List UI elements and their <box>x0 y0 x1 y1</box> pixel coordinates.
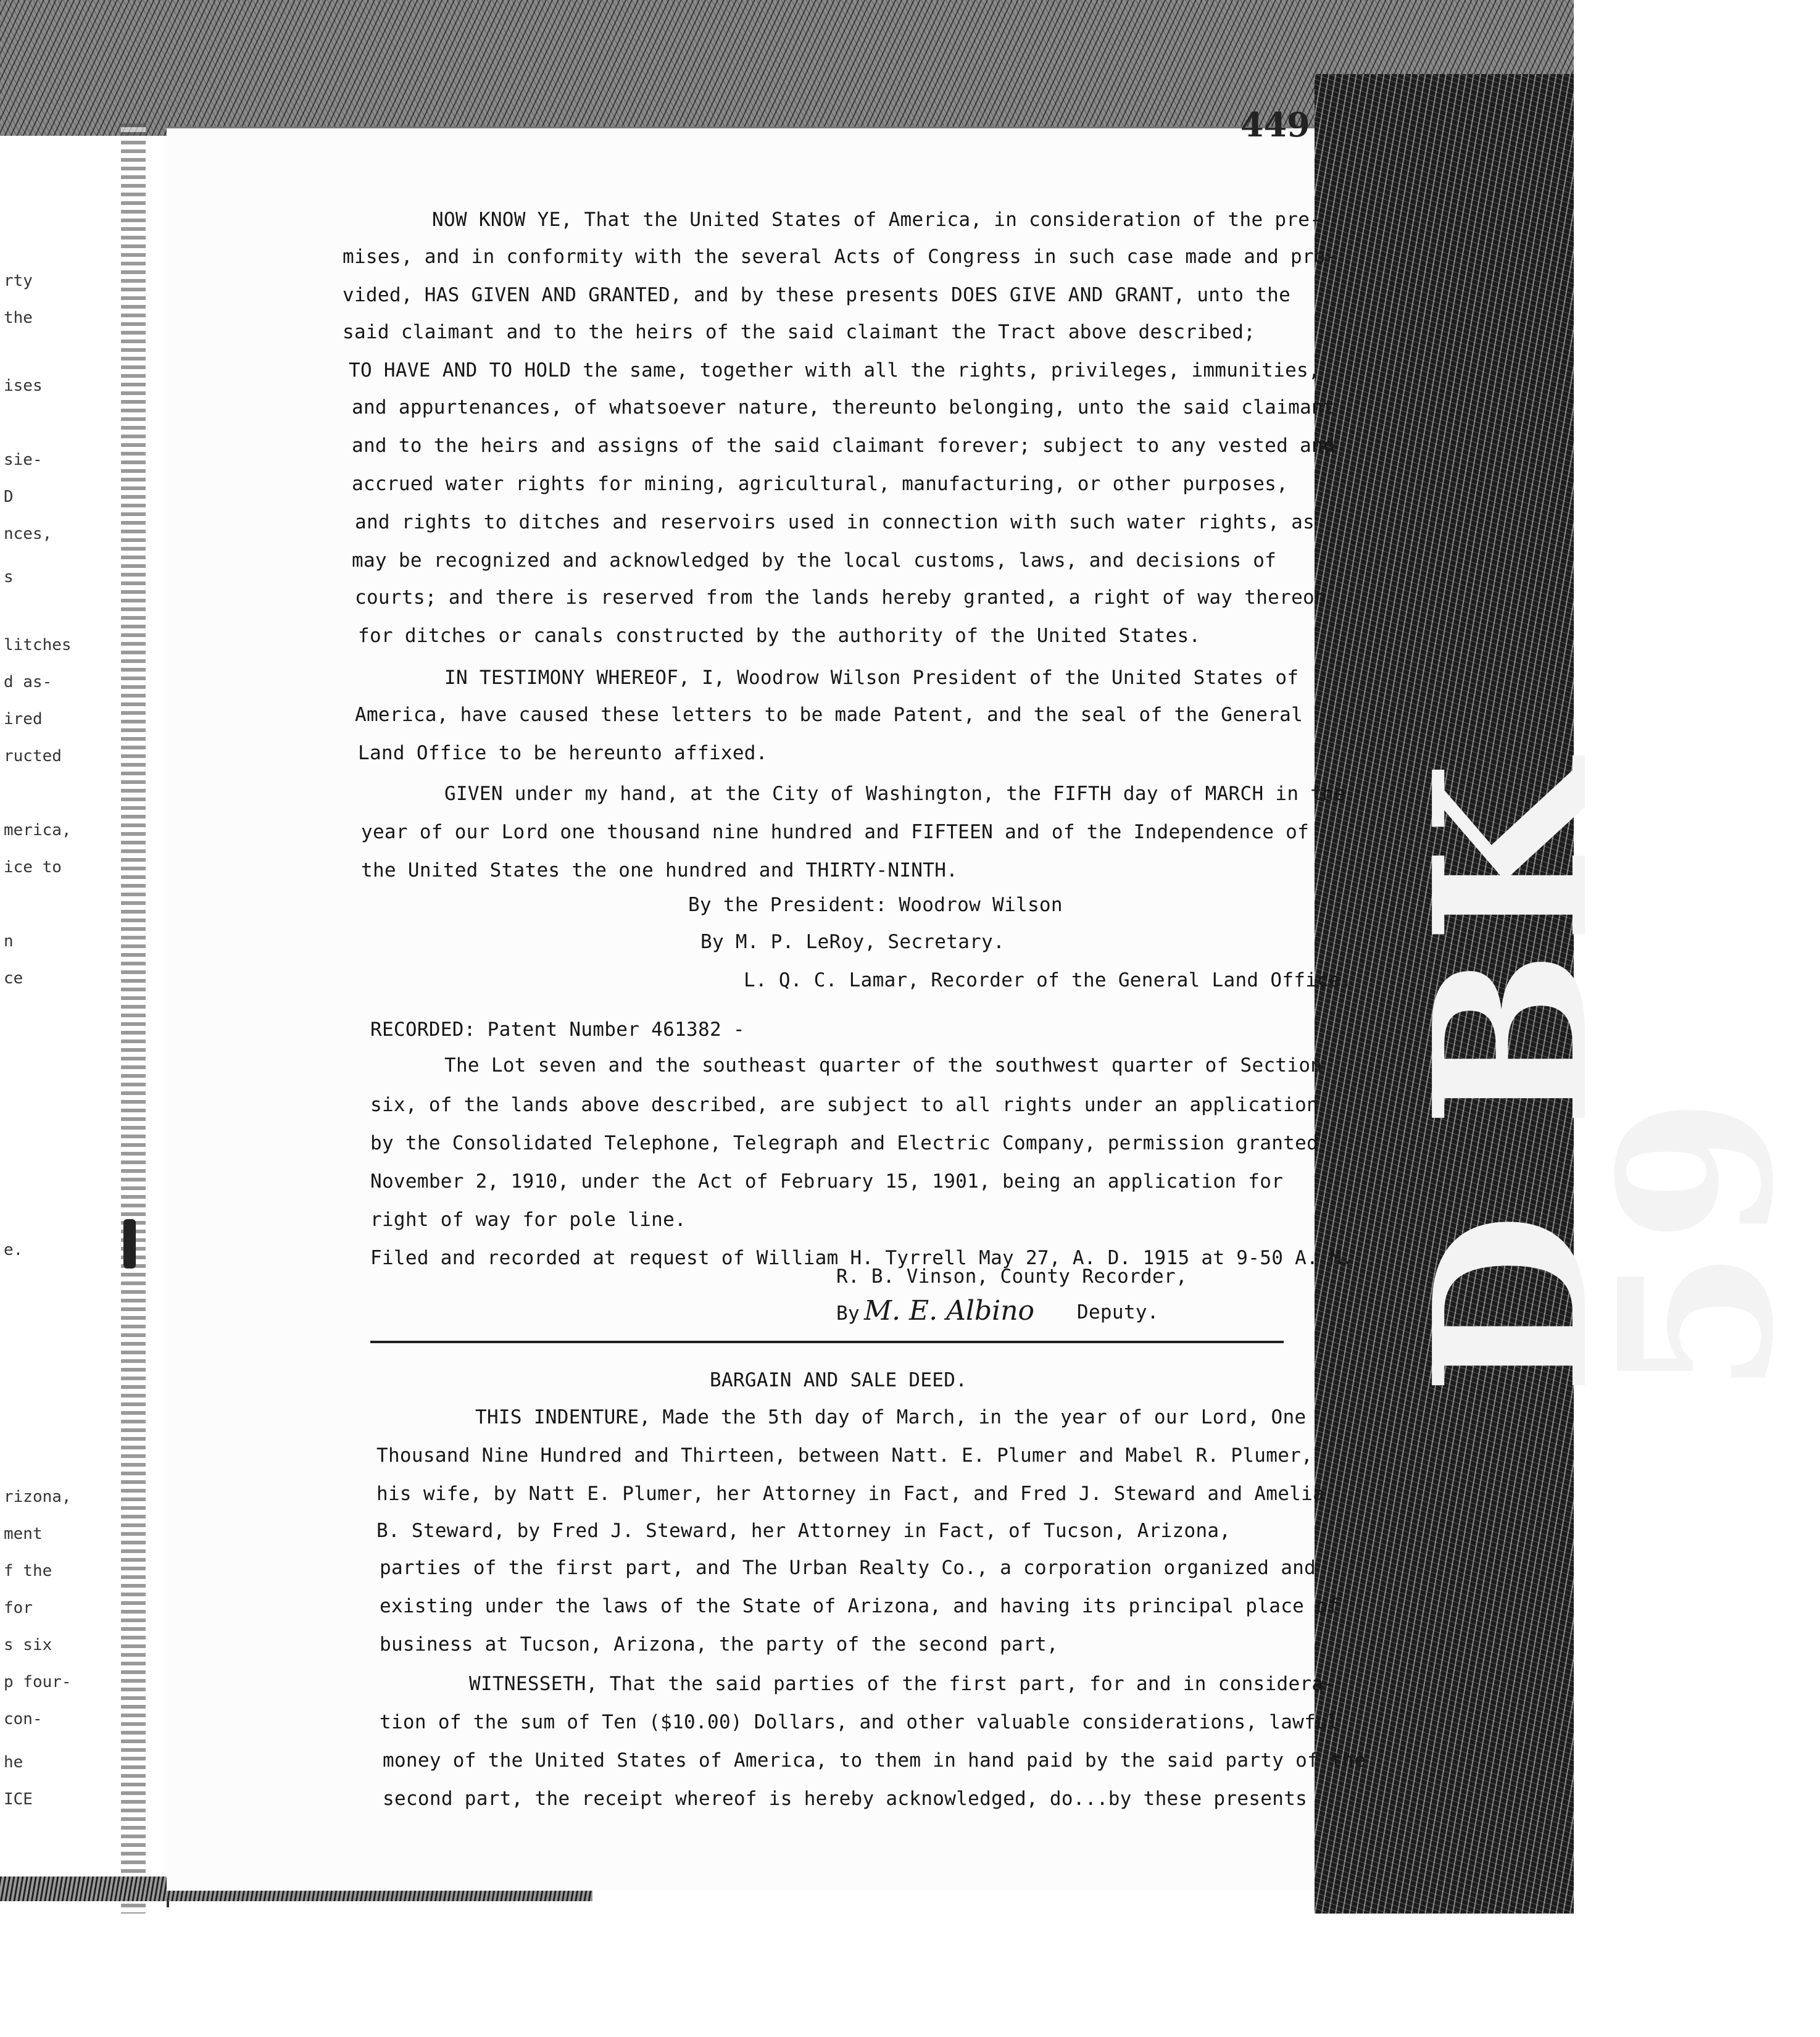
left-page-text-fragment: con- <box>4 1710 43 1728</box>
patent-text-line: and to the heirs and assigns of the said claimant forever; subject to any vested and <box>352 435 1335 457</box>
deed-text-line: Thousand Nine Hundred and Thirteen, between Natt. E. Plumer and Mabel R. Plumer, <box>376 1444 1313 1467</box>
left-page-text-fragment: rizona, <box>4 1488 72 1506</box>
left-page-text-fragment: D <box>4 488 14 506</box>
patent-text-line: By the President: Woodrow Wilson <box>688 894 1063 916</box>
left-page-text-fragment: rty <box>4 272 33 290</box>
left-page-text-fragment: nces, <box>4 525 52 543</box>
left-page-text-fragment: ce <box>4 969 23 988</box>
patent-text-line: L. Q. C. Lamar, Recorder of the General Land Office. <box>744 969 1353 991</box>
book-stamp: D BK 59 <box>1389 755 1820 1395</box>
left-page-text-fragment: ises <box>4 377 43 395</box>
deed-text-line: his wife, by Natt E. Plumer, her Attorney in Fact, and Fred J. Steward and Amelia <box>376 1483 1325 1505</box>
left-page-text-fragment: e. <box>4 1241 23 1259</box>
patent-text-line: IN TESTIMONY WHEREOF, I, Woodrow Wilson President of the United States of <box>444 667 1299 689</box>
deed-text-line: money of the United States of America, to them in hand paid by the said party of the <box>383 1749 1366 1772</box>
patent-text-line: NOW KNOW YE, That the United States of America, in consideration of the pre- <box>432 209 1322 231</box>
left-page-text-fragment: for <box>4 1599 33 1617</box>
patent-text-line: GIVEN under my hand, at the City of Washington, the FIFTH day of MARCH in the <box>444 783 1346 805</box>
patent-text-line: and rights to ditches and reservoirs used in connection with such water rights, as <box>355 511 1315 533</box>
patent-text-line: November 2, 1910, under the Act of February 15, 1901, being an application for <box>370 1170 1284 1193</box>
deed-text-line: second part, the receipt whereof is hereby acknowledged, do...by these presents <box>383 1788 1308 1810</box>
binding-edge <box>121 123 146 1914</box>
patent-text-line: America, have caused these letters to be made Patent, and the seal of the General <box>355 704 1303 726</box>
left-page-text-fragment: s six <box>4 1636 52 1654</box>
patent-text-line: Filed and recorded at request of William H. Tyrrell May 27, A. D. 1915 at 9-50 A. M. <box>370 1247 1353 1269</box>
patent-text-line: vided, HAS GIVEN AND GRANTED, and by these presents DOES GIVE AND GRANT, unto the <box>343 284 1291 306</box>
left-page-text-fragment: p four- <box>4 1673 72 1691</box>
left-page-text-fragment: ice to <box>4 858 62 877</box>
patent-text-line: R. B. Vinson, County Recorder, <box>836 1265 1187 1288</box>
left-page-text-fragment: d as- <box>4 673 52 691</box>
deed-text-line: business at Tucson, Arizona, the party of the second part, <box>380 1633 1058 1656</box>
left-page-text-fragment: the <box>4 309 33 327</box>
deed-text-line: parties of the first part, and The Urban Realty Co., a corporation organized and <box>380 1557 1316 1579</box>
patent-text-line: Deputy. <box>1077 1301 1159 1323</box>
binding-clip <box>123 1219 136 1268</box>
patent-text-line: for ditches or canals constructed by the authority of the United States. <box>358 625 1201 647</box>
patent-text-line: may be recognized and acknowledged by the local customs, laws, and decisions of <box>352 549 1277 572</box>
patent-text-line: By <box>836 1302 860 1325</box>
patent-text-line: RECORDED: Patent Number 461382 - <box>370 1018 745 1041</box>
patent-text-line: Land Office to be hereunto affixed. <box>358 742 768 764</box>
left-page-text-fragment: f the <box>4 1562 52 1580</box>
left-page-text-fragment: ructed <box>4 747 62 765</box>
deed-text-line: existing under the laws of the State of Arizona, and having its principal place of <box>380 1595 1340 1617</box>
section-divider <box>370 1341 1284 1343</box>
left-page-text-fragment: sie- <box>4 451 43 469</box>
left-page-text-fragment: ment <box>4 1525 43 1543</box>
patent-text-line: year of our Lord one thousand nine hundred and FIFTEEN and of the Independence of <box>361 821 1310 843</box>
left-page-text-fragment: n <box>4 932 14 951</box>
patent-text-line: TO HAVE AND TO HOLD the same, together with all the rights, privileges, immunities, <box>349 359 1320 381</box>
patent-text-line: By M. P. LeRoy, Secretary. <box>700 931 1005 953</box>
deed-text-line: THIS INDENTURE, Made the 5th day of March, in the year of our Lord, One <box>475 1406 1307 1428</box>
deed-text-line: B. Steward, by Fred J. Steward, her Attorney in Fact, of Tucson, Arizona, <box>376 1520 1231 1542</box>
patent-text-line: right of way for pole line. <box>370 1209 687 1231</box>
patent-text-line: The Lot seven and the southeast quarter of the southwest quarter of Section <box>444 1054 1323 1077</box>
patent-text-line: accrued water rights for mining, agricultural, manufacturing, or other purposes, <box>352 473 1289 495</box>
deed-text-line: tion of the sum of Ten ($10.00) Dollars, and other valuable considerations, lawful <box>380 1711 1340 1733</box>
left-page-text-fragment: merica, <box>4 821 72 839</box>
left-page-text-fragment: litches <box>4 636 72 654</box>
left-page-text-fragment: ired <box>4 710 43 728</box>
left-page-text-fragment: ICE <box>4 1790 33 1809</box>
left-page-text-fragment: s <box>4 568 14 586</box>
deputy-signature: M. E. Albino <box>864 1295 1035 1327</box>
left-page-text-fragment: he <box>4 1753 23 1772</box>
patent-text-line: six, of the lands above described, are subject to all rights under an application <box>370 1094 1319 1116</box>
patent-text-line: the United States the one hundred and THIRTY-NINTH. <box>361 859 958 881</box>
patent-text-line: and appurtenances, of whatsoever nature, thereunto belonging, unto the said claimant <box>352 396 1335 419</box>
deed-text-line: WITNESSETH, That the said parties of the first part, for and in considera- <box>469 1673 1336 1695</box>
patent-text-line: mises, and in conformity with the several Acts of Congress in such case made and pro- <box>343 246 1337 268</box>
deed-title: BARGAIN AND SALE DEED. <box>710 1369 968 1391</box>
patent-text-line: courts; and there is reserved from the lands hereby granted, a right of way thereon <box>355 586 1326 609</box>
page-number: 449 <box>1240 105 1310 144</box>
patent-text-line: said claimant and to the heirs of the said claimant the Tract above described; <box>343 321 1256 343</box>
patent-text-line: by the Consolidated Telephone, Telegraph and Electric Company, permission granted <box>370 1132 1319 1154</box>
document-page <box>167 127 1336 1891</box>
